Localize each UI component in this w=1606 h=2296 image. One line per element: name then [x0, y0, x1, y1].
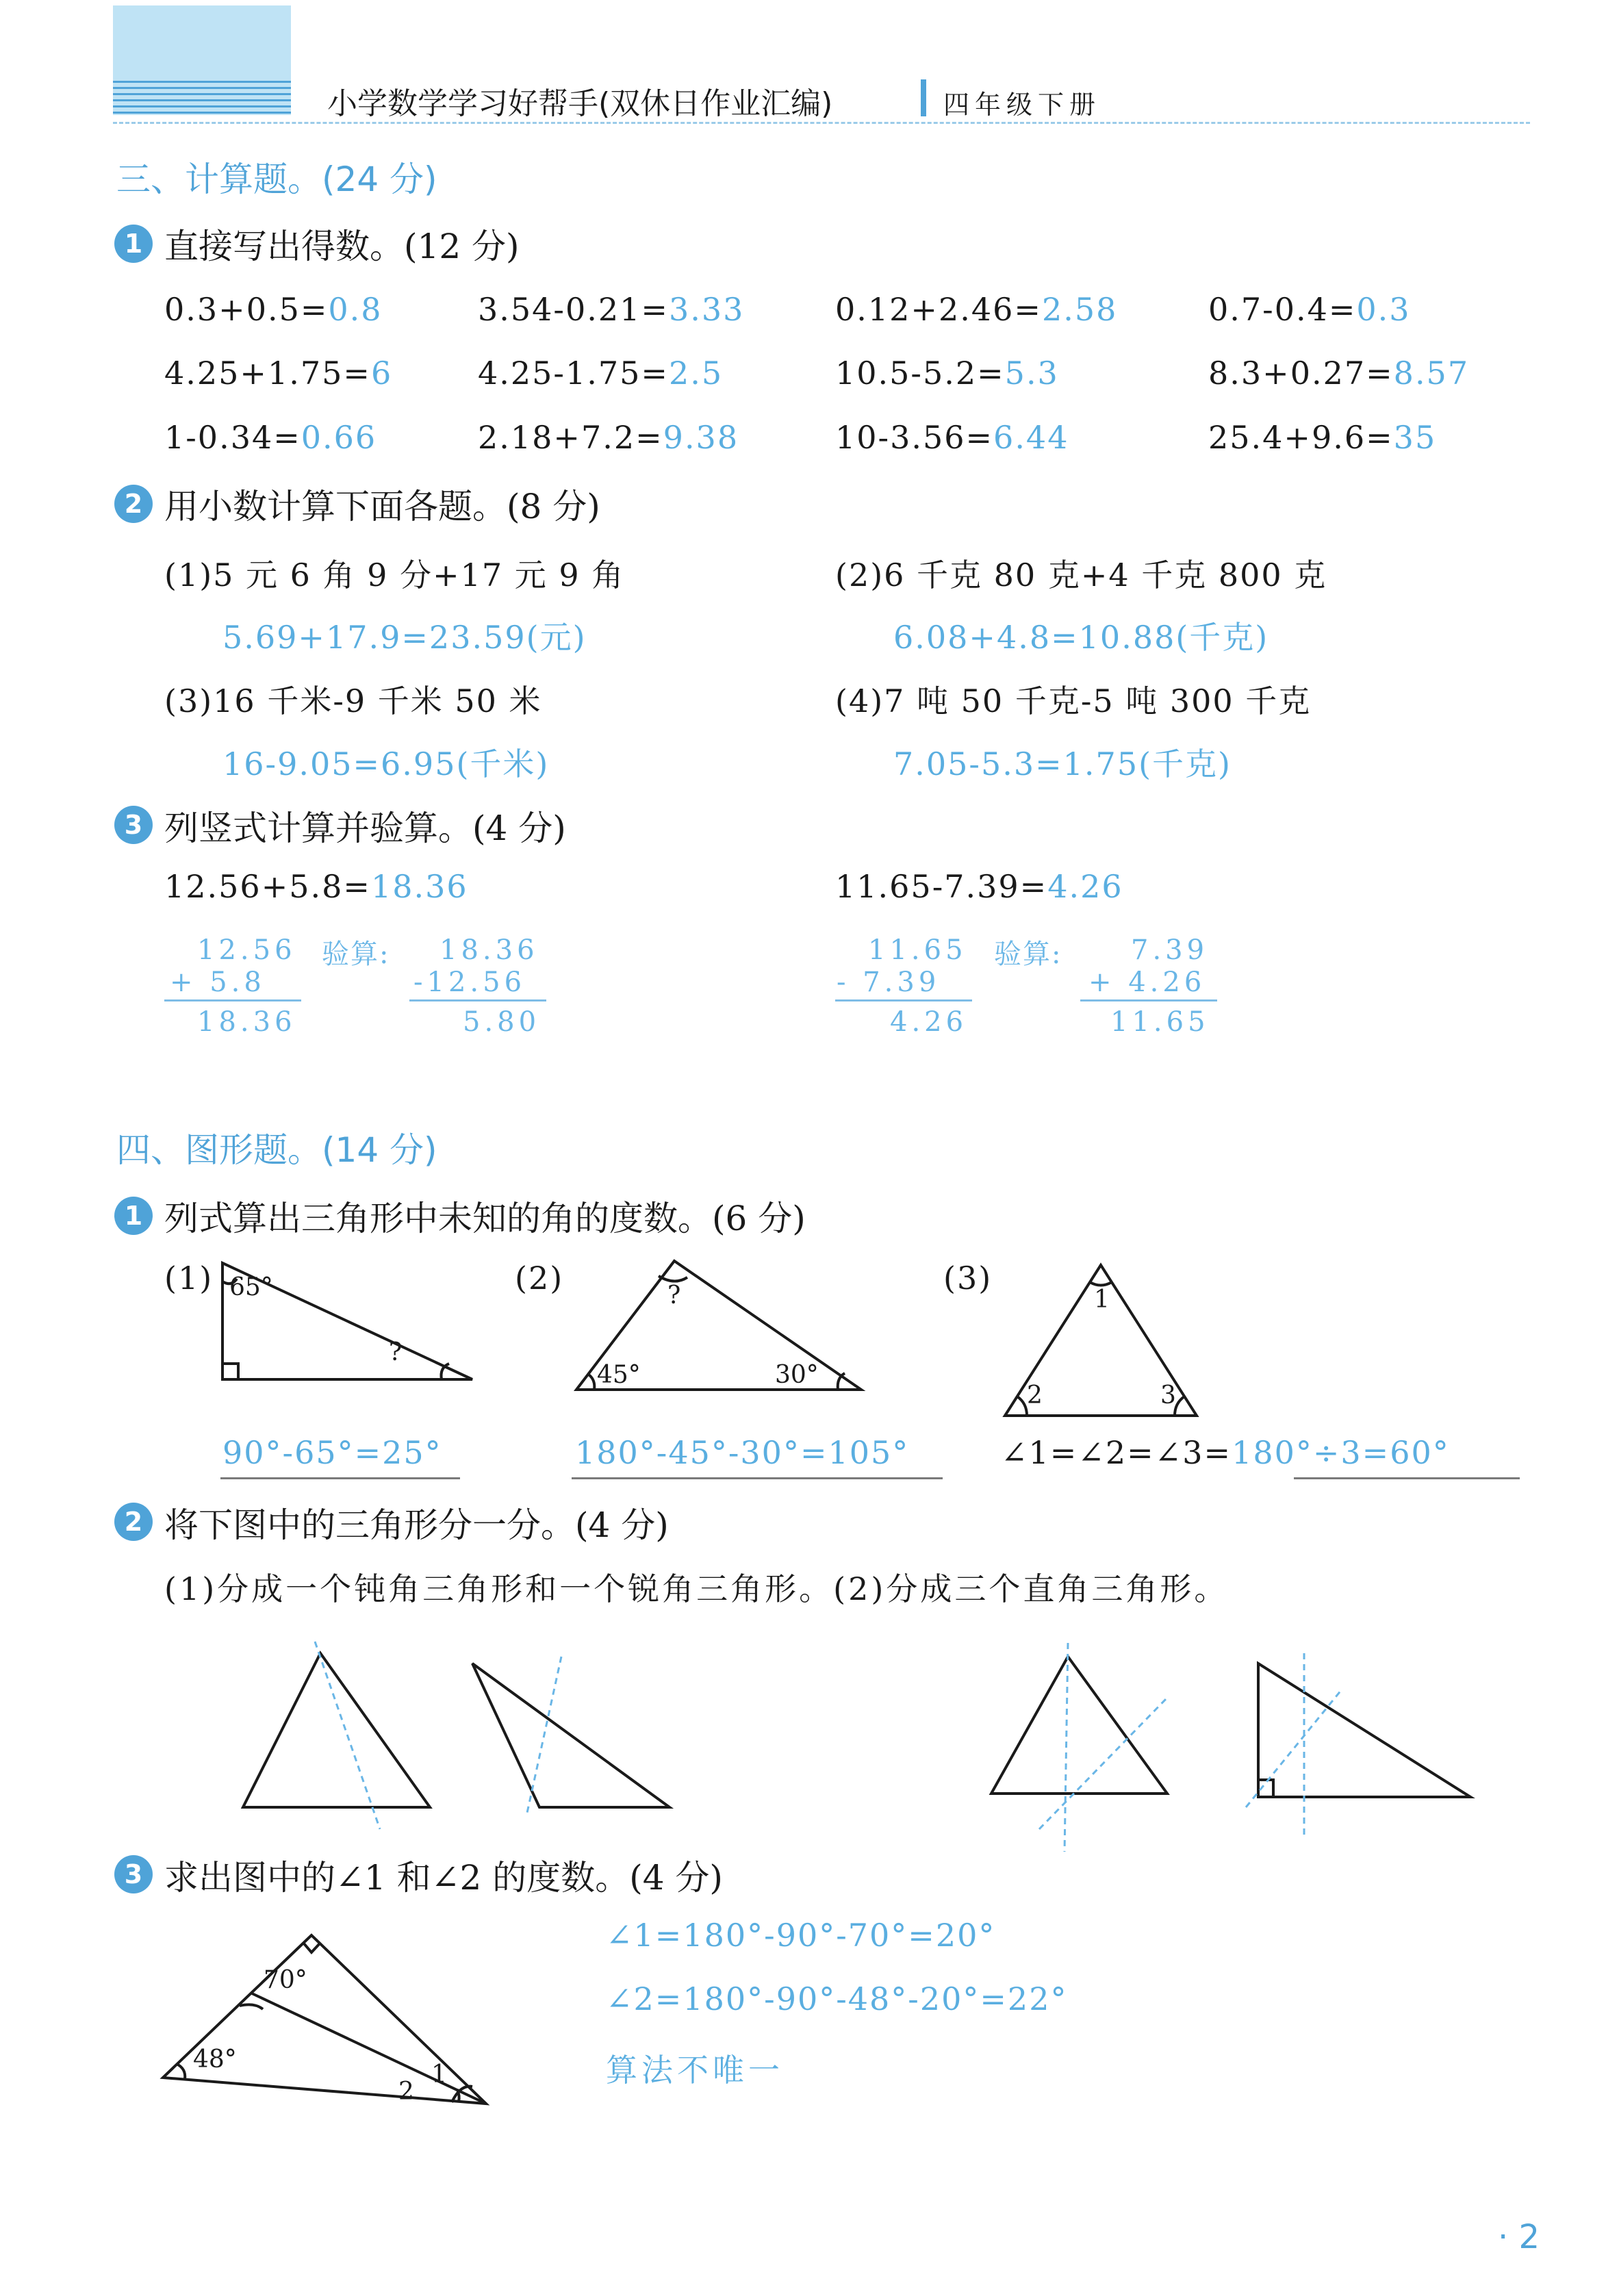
- calc-item: 0.7-0.4=0.3: [1208, 291, 1411, 328]
- divide-triangle-2: [472, 1663, 670, 1807]
- s4q1-title: 列式算出三角形中未知的角的度数。(6 分): [164, 1199, 806, 1238]
- fig1-answer: 90°-65°=25°: [222, 1434, 442, 1471]
- q2-item-answer: 5.69+17.9=23.59(元): [222, 619, 587, 656]
- calc-item: 0.12+2.46=2.58: [835, 291, 1118, 328]
- q2-item-answer: 6.08+4.8=10.88(千克): [893, 619, 1269, 656]
- section3-title: 三、计算题。(24 分): [116, 160, 437, 199]
- book-title: 小学数学学习好帮手(双休日作业汇编): [327, 86, 833, 121]
- q3-title: 列竖式计算并验算。(4 分): [164, 808, 566, 848]
- q3-label-2: 2: [398, 2078, 414, 2106]
- q3-angle-70: 70°: [264, 1966, 307, 1994]
- calc-item: 1-0.34=0.66: [164, 419, 377, 456]
- divide-triangle-4: [1258, 1663, 1470, 1797]
- dividing-line: [1039, 1698, 1167, 1829]
- angle-arc: [1175, 1396, 1184, 1416]
- dividing-line: [527, 1657, 561, 1813]
- s4q1-badge: 1: [114, 1197, 153, 1235]
- vc-line: 11.65: [868, 934, 967, 966]
- fig3-angle-3: 3: [1160, 1381, 1176, 1410]
- q3b-expr: 11.65-7.39=4.26: [835, 868, 1123, 905]
- q3-answer-line2: ∠2=180°-90°-48°-20°=22°: [606, 1980, 1068, 2017]
- dividing-line: [315, 1642, 380, 1829]
- angle-arc: [589, 1375, 594, 1390]
- fig2-label: (2): [515, 1260, 564, 1297]
- q3-angle-48: 48°: [193, 2045, 237, 2074]
- section4-title: 四、图形题。(14 分): [116, 1130, 437, 1170]
- s4q2-title: 将下图中的三角形分一分。(4 分): [164, 1505, 669, 1545]
- calc-item: 10.5-5.2=5.3: [835, 355, 1059, 392]
- right-angle-mark: [303, 1943, 320, 1952]
- angle-arc: [240, 2004, 263, 2009]
- vc-line: 11.65: [1110, 1006, 1210, 1038]
- q2-item-answer: 16-9.05=6.95(千米): [222, 745, 550, 782]
- angle-arc: [1090, 1282, 1112, 1286]
- q2-item-answer: 7.05-5.3=1.75(千克): [893, 745, 1232, 782]
- fig3-angle-2: 2: [1027, 1381, 1043, 1410]
- answer-underline: [1294, 1477, 1520, 1479]
- grade-label: 四年级下册: [943, 90, 1101, 120]
- angle-arc: [1017, 1396, 1027, 1416]
- vc-line: + 5.8: [170, 967, 266, 998]
- q3-label-1: 1: [431, 2061, 447, 2089]
- fig1-label: (1): [164, 1260, 214, 1297]
- calc-item: 4.25+1.75=6: [164, 355, 393, 392]
- check-label: 验算:: [322, 939, 390, 970]
- page-number: · 2: [1498, 2218, 1540, 2256]
- vc-line: 12.56: [197, 934, 296, 966]
- fig3-answer: ∠1=∠2=∠3=180°÷3=60°: [1001, 1434, 1450, 1471]
- vc-line: + 4.26: [1088, 967, 1206, 998]
- calc-item: 8.3+0.27=8.57: [1208, 355, 1470, 392]
- vc-line: 4.26: [890, 1006, 968, 1038]
- dividing-line: [1065, 1643, 1068, 1852]
- q2-item-question: (3)16 千米-9 千米 50 米: [164, 683, 542, 719]
- q2-item-question: (1)5 元 6 角 9 分+17 元 9 角: [164, 557, 625, 594]
- fig3-angle-1: 1: [1094, 1286, 1110, 1314]
- vc-line: -12.56: [413, 967, 526, 998]
- fig2-angle-45: 45°: [597, 1361, 641, 1389]
- angle-arc: [177, 2064, 185, 2079]
- vc-line: 5.80: [463, 1006, 541, 1038]
- vc-line: 18.36: [439, 934, 539, 966]
- calc-item: 4.25-1.75=2.5: [478, 355, 724, 392]
- q3-note: 算法不唯一: [606, 2052, 784, 2089]
- q2-item-question: (4)7 吨 50 千克-5 吨 300 千克: [835, 683, 1312, 719]
- right-angle-mark: [222, 1364, 238, 1379]
- divide-triangle-1: [243, 1653, 430, 1807]
- answer-underline: [220, 1477, 460, 1479]
- calc-item: 10-3.56=6.44: [835, 419, 1069, 456]
- q1-title: 直接写出得数。(12 分): [164, 227, 520, 266]
- fig3-label: (3): [943, 1260, 993, 1297]
- q2-badge: 2: [114, 485, 153, 523]
- vc-line: 7.39: [1131, 934, 1209, 966]
- q3-answer-line1: ∠1=180°-90°-70°=20°: [606, 1917, 996, 1954]
- q2-title: 用小数计算下面各题。(8 分): [164, 487, 600, 526]
- fig1-unknown: ?: [389, 1338, 403, 1366]
- check-label: 验算:: [994, 939, 1062, 970]
- q2-item-question: (2)6 千克 80 克+4 千克 800 克: [835, 557, 1327, 594]
- fig2-angle-30: 30°: [775, 1361, 819, 1389]
- q1-badge: 1: [114, 225, 153, 263]
- fig2-answer: 180°-45°-30°=105°: [575, 1434, 910, 1471]
- calc-item: 25.4+9.6=35: [1208, 419, 1437, 456]
- fig1-angle-65: 65°: [229, 1273, 273, 1301]
- fig2-unknown: ?: [667, 1281, 681, 1310]
- s4q3-badge: 3: [114, 1855, 153, 1893]
- answer-underline: [572, 1477, 943, 1479]
- vc-line: 18.36: [197, 1006, 296, 1038]
- s4q2-instruction: (1)分成一个钝角三角形和一个锐角三角形。(2)分成三个直角三角形。: [164, 1570, 1229, 1607]
- vc-line: - 7.39: [837, 967, 941, 998]
- calc-item: 0.3+0.5=0.8: [164, 291, 383, 328]
- calc-item: 2.18+7.2=9.38: [478, 419, 739, 456]
- q3-badge: 3: [114, 806, 153, 844]
- s4q3-title: 求出图中的∠1 和∠2 的度数。(4 分): [164, 1858, 723, 1898]
- calc-item: 3.54-0.21=3.33: [478, 291, 745, 328]
- q3a-expr: 12.56+5.8=18.36: [164, 868, 468, 905]
- s4q2-badge: 2: [114, 1503, 153, 1541]
